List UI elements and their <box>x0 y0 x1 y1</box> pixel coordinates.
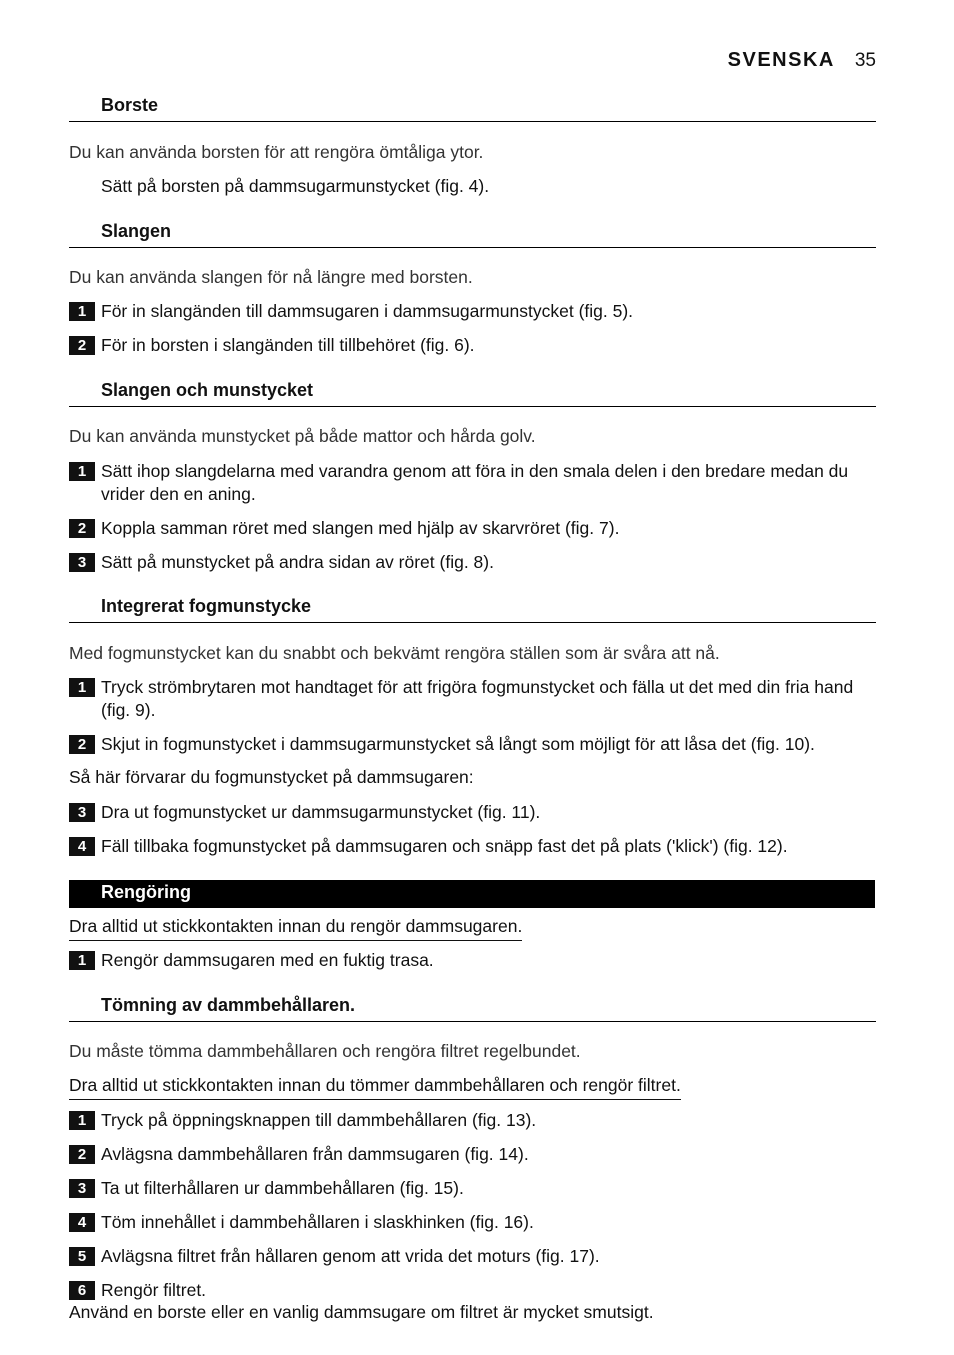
final-note: Använd en borste eller en vanlig dammsugare om filtret är mycket smutsigt. <box>69 1302 654 1322</box>
step-number: 2 <box>69 336 95 355</box>
step-number: 1 <box>69 302 95 321</box>
step-number: 2 <box>69 735 95 754</box>
step-item <box>69 676 875 722</box>
section-divider <box>69 247 876 248</box>
page-header <box>728 49 876 72</box>
step-number: 1 <box>69 951 95 970</box>
step-number: 3 <box>69 553 95 572</box>
section-intro: Du kan använda borsten för att rengöra ömtåliga ytor. <box>69 142 484 162</box>
step-text: Avlägsna dammbehållaren från dammsugaren (fig. 14). <box>101 1144 529 1164</box>
step-number: 1 <box>69 462 95 481</box>
step-item <box>69 1109 875 1132</box>
section-title-tomning: Tömning av dammbehållaren. <box>101 995 356 1015</box>
section-title-slangen: Slangen <box>101 221 172 241</box>
chapter-banner <box>69 880 875 908</box>
section-title-fogmunstycke: Integrerat fogmunstycke <box>101 596 312 616</box>
step-item <box>69 334 875 357</box>
section-intro: Du kan använda slangen för nå längre med borsten. <box>69 267 473 287</box>
step-item <box>69 733 875 756</box>
step-text: Fäll tillbaka fogmunstycket på dammsugaren och snäpp fast det på plats ('klick') (fig. 12). <box>101 836 788 856</box>
step-number: 6 <box>69 1281 95 1300</box>
warning-text: Dra alltid ut stickkontakten innan du rengör dammsugaren. <box>69 916 522 941</box>
step-text: Avlägsna filtret från hållaren genom att vrida det moturs (fig. 17). <box>101 1246 600 1266</box>
step-number: 1 <box>69 678 95 697</box>
step-number: 5 <box>69 1247 95 1266</box>
section-intro: Med fogmunstycket kan du snabbt och bekvämt rengöra ställen som är svåra att nå. <box>69 643 720 663</box>
step-item <box>69 1143 875 1166</box>
page-number: 35 <box>854 50 876 71</box>
step-number: 1 <box>69 1111 95 1130</box>
step-number: 2 <box>69 519 95 538</box>
section-title-borste: Borste <box>101 95 159 115</box>
step-number: 3 <box>69 803 95 822</box>
step-number: 2 <box>69 1145 95 1164</box>
step-text: Tryck strömbrytaren mot handtaget för att frigöra fogmunstycket och fälla ut det med din fria hand (fig. 9). <box>101 677 854 720</box>
step-text: Skjut in fogmunstycket i dammsugarmunstycket så långt som möjligt för att låsa det (fig. 10). <box>101 734 815 754</box>
step-text: Ta ut filterhållaren ur dammbehållaren (fig. 15). <box>101 1178 464 1198</box>
step-text: Tryck på öppningsknappen till dammbehållaren (fig. 13). <box>101 1110 537 1130</box>
step-item <box>69 801 875 824</box>
step-number: 4 <box>69 1213 95 1232</box>
section-divider <box>69 406 876 407</box>
step-item <box>69 949 875 972</box>
storage-note: Så här förvarar du fogmunstycket på dammsugaren: <box>69 767 474 787</box>
step-item <box>69 1245 875 1268</box>
section-intro: Du kan använda munstycket på både mattor och hårda golv. <box>69 426 536 446</box>
step-item <box>69 1211 875 1234</box>
step-text: Rengör filtret. <box>101 1280 207 1300</box>
step-item <box>69 835 875 858</box>
step-number: 3 <box>69 1179 95 1198</box>
step-text: Rengör dammsugaren med en fuktig trasa. <box>101 950 434 970</box>
section-divider <box>69 622 876 623</box>
section-divider <box>69 1021 876 1022</box>
step-item <box>69 460 875 506</box>
section-divider <box>69 121 876 122</box>
step-item <box>69 1177 875 1200</box>
section-intro: Du måste tömma dammbehållaren och rengöra filtret regelbundet. <box>69 1041 581 1061</box>
step-item <box>69 551 875 574</box>
step-text: För in slangänden till dammsugaren i dammsugarmunstycket (fig. 5). <box>101 301 634 321</box>
step-text: Sätt på munstycket på andra sidan av röret (fig. 8). <box>101 552 494 572</box>
step-text: För in borsten i slangänden till tillbehöret (fig. 6). <box>101 335 475 355</box>
step-text: Koppla samman röret med slangen med hjälp av skarvröret (fig. 7). <box>101 518 620 538</box>
step-text: Dra ut fogmunstycket ur dammsugarmunstycket (fig. 11). <box>101 802 541 822</box>
step-number: 4 <box>69 837 95 856</box>
warning-text: Dra alltid ut stickkontakten innan du tömmer dammbehållaren och rengör filtret. <box>69 1075 681 1100</box>
step-item <box>69 517 875 540</box>
step-item <box>69 300 875 323</box>
step-item <box>69 1279 875 1302</box>
instruction-text: Sätt på borsten på dammsugarmunstycket (fig. 4). <box>101 176 490 196</box>
section-title-slangen-munstycket: Slangen och munstycket <box>101 380 314 400</box>
step-text: Sätt ihop slangdelarna med varandra genom att föra in den smala delen i den bredare medan du vrider den en aning. <box>101 461 849 504</box>
step-text: Töm innehållet i dammbehållaren i slaskhinken (fig. 16). <box>101 1212 534 1232</box>
chapter-title-rengoring: Rengöring <box>101 882 191 902</box>
language-label: SVENSKA <box>727 49 835 71</box>
